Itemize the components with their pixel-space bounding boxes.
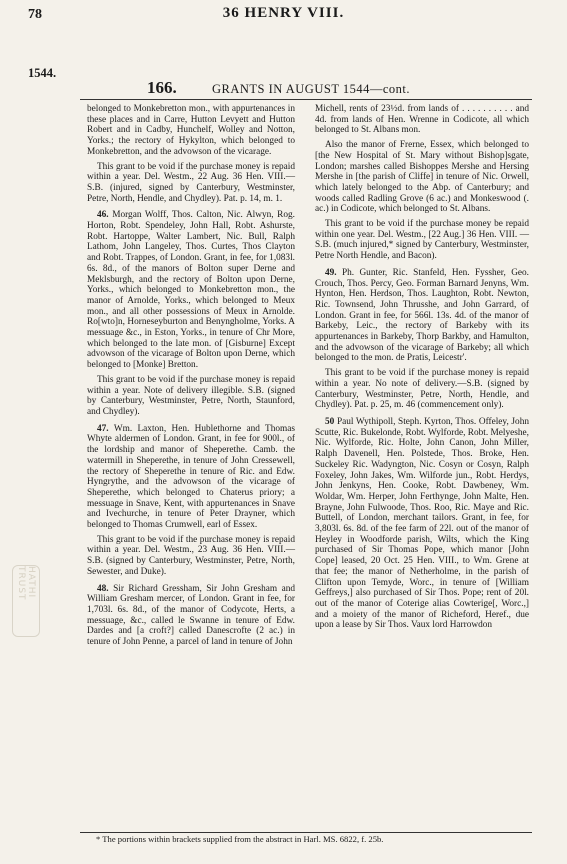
grant-text: Ph. Gunter, Ric. Stanfeld, Hen. Fyssher, Geo. Crouch, Thos. Percy, Geo. Forman Barnard Jenyns, Wm. Hynton, Hen. Herdson, Thos. Laughton, Robt. Newton, Ric. Townsend, John Thrusshe, and John Garrard, of London. Grant in fee, for 566l. 13s. 4d. of the manor of Barkeby, Leic., the rectory of Barkeby with its appurtenances in Barkeby, Thorp Barkby, and Hamulton, and the advowson of the vicarage of Barkeby; all which belonged to the mon. de Pratis, Leicestr'. [315, 267, 530, 364]
grant-number: 48. [97, 583, 109, 594]
right-paragraph: Also the manor of Frerne, Essex, which belonged to [the New Hospital of St. Mary without Bishop]sgate, London; marshes called Bishoppes Mershe and Hersing Mershe in [the parish of Cliffe] in tenure of Nic. Orwell, which lately belonged to the Abp. of Canterbury; and woods called Radling Grove (6 ac.) and Monkeswood (. ac.) in Codicote, which belonged to St. Albans. [315, 140, 529, 215]
right-paragraph: This grant to be void if the purchase money be repaid within one year. Del. Westm., [22 Aug.] 36 Hen. VIII. —S.B. (much injured,* signed by Canterbury, Westminster, Petre North Hendle, and Bacon). [315, 219, 529, 262]
left-paragraph: belonged to Monkebretton mon., with appurtenances in these places and in Carre, Hutton Levyett and Hutton Robert and in Cadby, Hunchelf, Wolley and Notton, Yorks.; the rectory of Hykylton, which belonged to Monkebretton, and the advowson of the vicarage. [87, 104, 295, 157]
entry-number: 166. [147, 78, 177, 97]
grant-number: 50 [325, 416, 335, 427]
grant-number: 49. [325, 267, 337, 278]
running-head: 36 HENRY VIII. [222, 5, 345, 21]
header-rule [80, 99, 532, 100]
grant-text: Paul Wythipoll, Steph. Kyrton, Thos. Offeley, John Scutte, Ric. Bukelonde, Robt. Wylforde, Robt. Melyeshe, Nic. Wylforde, Ric. Holte, John Canon, John Miller, Ralph Davenell, Hen. Polstede, Thos. Broke, Hen. Suckeley Ric. Wadyngton, Nic. Cosyn or Cosyn, Ralph Foxeley, John Jakes, Wm. Wilforde jun., Robt. Herdys, John Jenkyns, Hen. Cooke, Robt. Dawbeney, Wm. Woldar, Wm. Herper, John Ferthynge, John Malte, Hen. Brayne, John Fulwoode, Thos. Roo, Ric. Maye and Ric. Buttell, of London, merchant tailors. Grant, in fee, for 3,803l. 6s. 8d. of the fee farm of 22l. out of the manor of Heyley in Woodforde parish, Wilts, which the King purchased of Sir Thomas Pope, which manor [John Cope] leased, 20 Oct. 25 Hen. VIII., to Wm. Grene at that fee; the manor of Netherholme, in the parish of Clifton upon Temyde, Worc., in tenure of [William Geffreys,] also purchased of Sir Thos. Pope; rent of 20l. out of the manor of Coterige alias Cowterige[, Worc.,] and a moiety of the manor of Richeford, Heref., due upon a lease by Sir Thos. Vaux lord Harrowdon [315, 416, 529, 631]
left-paragraph: This grant to be void if the purchase money is repaid within a year. Del. Westm., 22 Aug. 36 Hen. VIII.—S.B. (injured, signed by Canterbury, Westminster, Petre, North, Hendle, and Chydley). Pat. p. 14, m. 1. [87, 161, 295, 204]
grant-49 [315, 268, 529, 364]
grant-50 [315, 417, 529, 631]
right-paragraph: This grant to be void if the purchase money is repaid within a year. No note of delivery.—S.B. (signed by Canterbury, Westminster, Petre, North, Hendle, and Chydley). Pat. p. 25, m. 46 (commencement only). [315, 368, 529, 411]
page-number: 78 [28, 7, 42, 22]
section-title: GRANTS IN AUGUST 1544—cont. [212, 82, 410, 96]
year-label: 1544. [28, 66, 57, 80]
right-column [315, 104, 529, 635]
footnote: * The portions within brackets supplied from the abstract in Harl. MS. 6822, f. 25b. [96, 834, 384, 844]
right-paragraph: Michell, rents of 23½d. from lands of . . . . . . . . . . and 4d. from lands of Hen. Wrenne in Codicote, all which belonged to St. Albans mon. [315, 104, 529, 136]
grant-number: 47. [97, 423, 109, 434]
watermark-text: HATHI TRUST [16, 566, 36, 601]
margin-watermark-stamp [12, 565, 40, 637]
grant-text: Wm. Laxton, Hen. Hublethorne and Thomas Whyte aldermen of London. Grant, in fee for 900l., of the lordship and manor of Sheperethe. Camb. the watermill in Sheperethe, in tenure of John Cressewell, the rectory of Sheperethe in tenure of Ric. and Edw. Hyngrythe, and the advowson of the vicarage of Sheperethe, which belonged to Chaterus priory; a messuage in Snave, Kent, with appurtenances in Snave and Ivechurche, in tenure of Peter Drayner, which belonged to Thomas Crumwell, earl of Essex. [87, 423, 296, 531]
grant-text: Sir Richard Gressham, Sir John Gresham and William Gresham mercer, of London. Grant in fee, for 1,703l. 6s. 8d., of the manor of Codycote, Herts, a messuage, &c., called le Swanne in tenure of Edw. Dardes and [a croft?] called Danescrofte (2 ac.) in tenure of John Penne, a parcel of land in tenure of John [87, 583, 296, 648]
footnote-rule [80, 832, 532, 833]
grant-text: Morgan Wolff, Thos. Calton, Nic. Alwyn, Rog. Horton, Robt. Spendeley, John Hall, Robt. Ashurste, Robt. Hartoppe, Walter Lambert, Nic. Bull, Ralph Lathom, John Langeley, Thos. Curtes, Thos Clayton and Robt. Trappes, of London. Grant, in fee, for 1,083l. 6s. 8d., of the manors of Bolton super Derne and Meklsburgh, and the rectory of Bolton upon Derne, Yorks., which belonged to Monkebretton mon., the manor of Arnolde, Yorks., which belonged to Meux mon., and all other possessions of Meux in Arnolde. Ro[wto]n, Horneseyburton and Benyngholme, Yorks. A messuage &c., in Eston, Yorks., in tenure of Chr More, which belonged to the late mon. of [Gisburne] Except advowson of the vicarage of Bolton upon Derne, which belonged to [Monke] Bretton. [87, 210, 295, 371]
left-paragraph: This grant to be void if the purchase money is repaid within a year. Del. Westm., 23 Aug. 36 Hen. VIII.—S.B. (signed by Canterbury, Westminster, Petre, North, Sewester, and Duke). [87, 534, 295, 577]
grant-47 [87, 424, 295, 531]
left-paragraph: This grant to be void if the purchase money is repaid within a year. Note of delivery illegible. S.B. (signed by Canterbury, Westminster, Petre, North, Staunford, and Chydley). [87, 374, 295, 417]
grant-48 [87, 584, 295, 648]
grant-46 [87, 210, 295, 371]
left-column [87, 104, 295, 652]
grant-number: 46. [97, 210, 109, 221]
